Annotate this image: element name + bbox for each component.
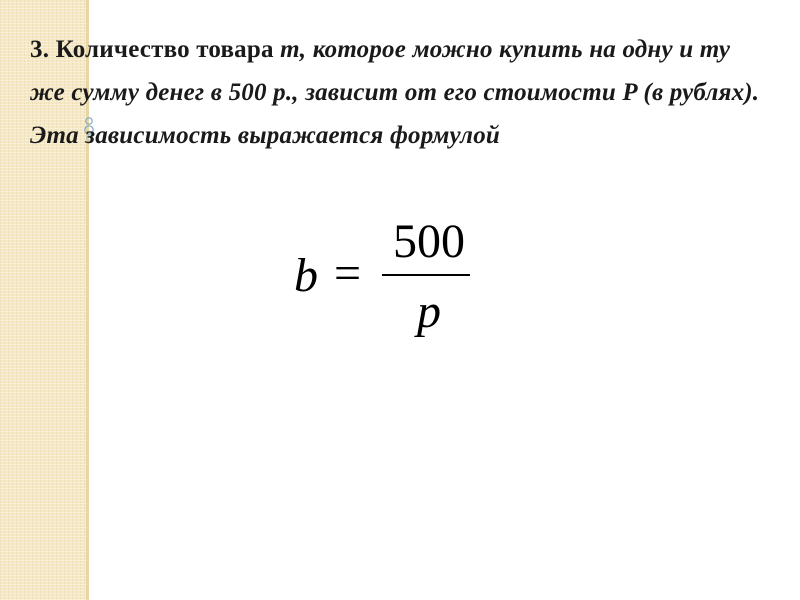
problem-text-start: Количество товара	[49, 36, 281, 63]
variable-m: m	[280, 36, 300, 63]
formula-denominator: p	[417, 285, 441, 338]
problem-text-rest: , которое можно купить на одну и ту же сумму денег в 500 р., зависит от его стоимости P (в рублях). Эта зависимость выражается формулой	[30, 36, 760, 149]
problem-paragraph	[30, 28, 770, 157]
formula-numerator: 500	[393, 215, 465, 268]
formula-lhs: b	[294, 249, 318, 302]
problem-statement	[30, 28, 770, 157]
formula	[294, 214, 494, 354]
fraction-bar	[382, 274, 470, 276]
problem-number: 3.	[30, 36, 50, 63]
formula-equals: =	[334, 247, 362, 300]
